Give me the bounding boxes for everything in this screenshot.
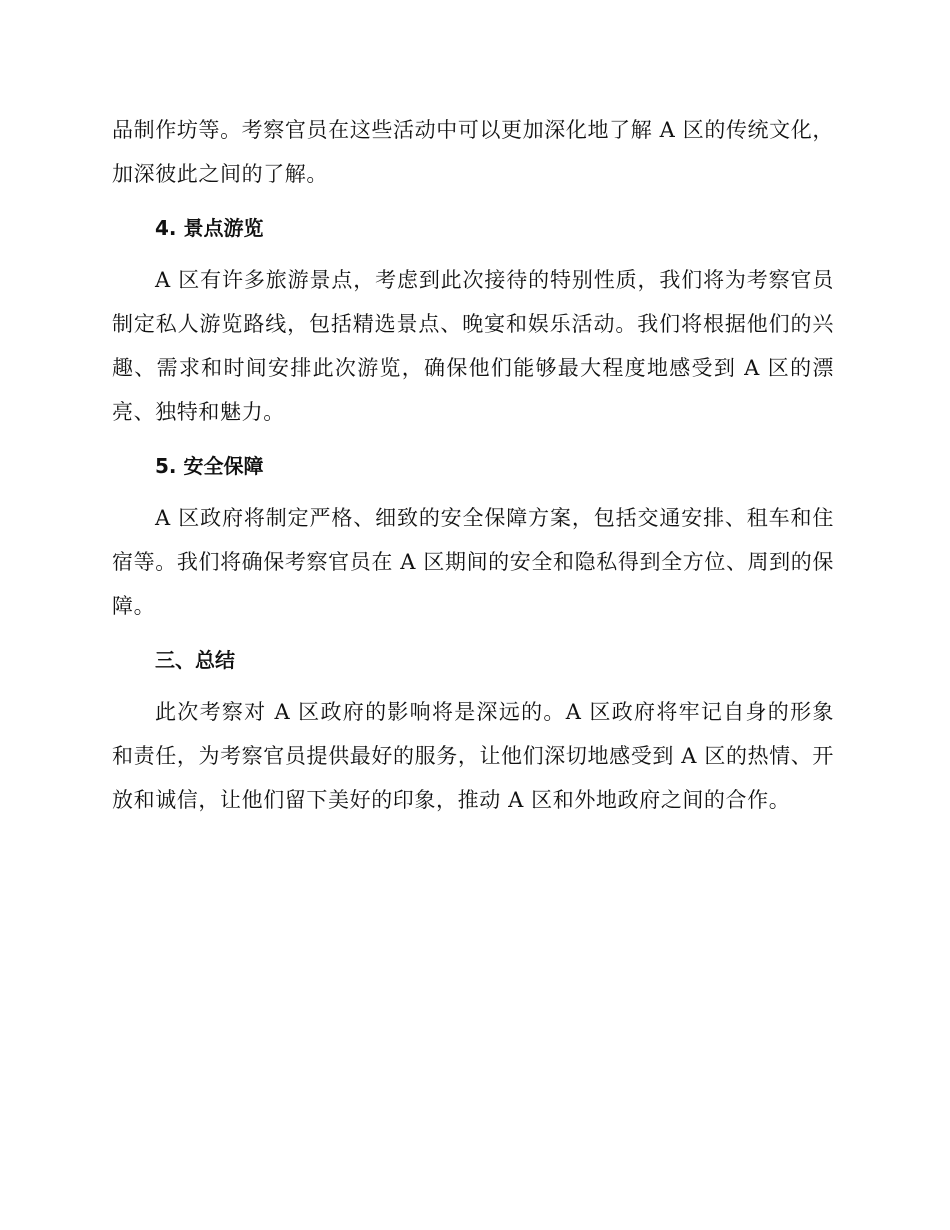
section-body-sightseeing: A 区有许多旅游景点，考虑到此次接待的特别性质，我们将为考察官员制定私人游览路线，包括精选景点、晚宴和娱乐活动。我们将根据他们的兴趣、需求和时间安排此次游览，确保他们能够最大程度地感受到 A 区的漂亮、独特和魅力。 [112,268,834,424]
section-body-security: A 区政府将制定严格、细致的安全保障方案，包括交通安排、租车和住宿等。我们将确保考察官员在 A 区期间的安全和隐私得到全方位、周到的保障。 [112,506,834,618]
section-body-summary: 此次考察对 A 区政府的影响将是深远的。A 区政府将牢记自身的形象和责任，为考察官员提供最好的服务，让他们深切地感受到 A 区的热情、开放和诚信，让他们留下美好的印象，推动 A 区和外地政府之间的合作。 [112,700,834,812]
document-body [112,108,834,822]
section-heading-sightseeing: 4. 景点游览 [155,216,264,240]
section-heading-summary: 三、总结 [155,648,235,672]
intro-continuation-paragraph: 品制作坊等。考察官员在这些活动中可以更加深化地了解 A 区的传统文化，加深彼此之间的了解。 [112,118,834,186]
section-heading-security: 5. 安全保障 [155,454,264,478]
